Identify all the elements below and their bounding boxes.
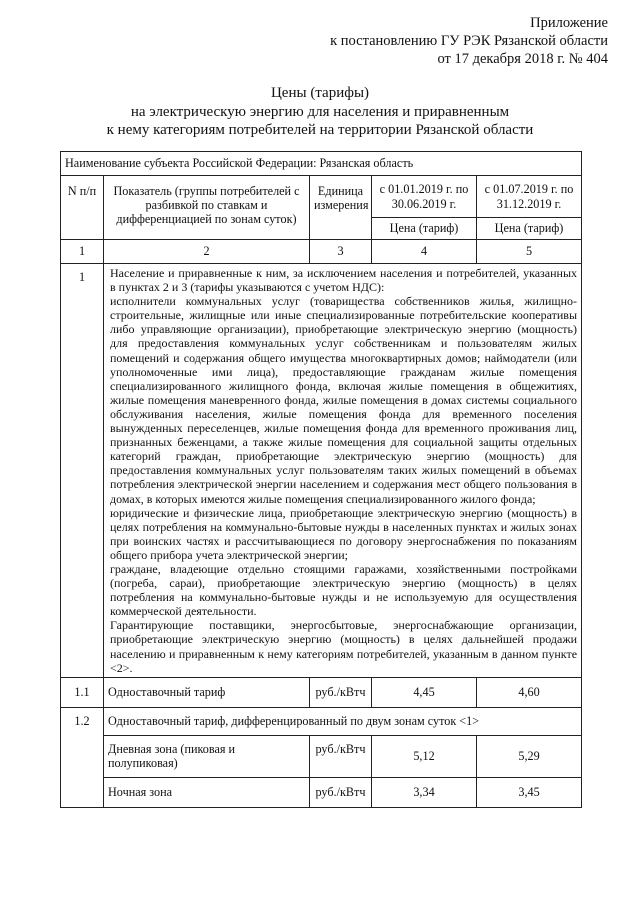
subject-name-cell: Наименование субъекта Российской Федерации: Рязанская область [61, 152, 582, 176]
zone-value-1: 3,34 [372, 777, 477, 807]
section-1-2-name: Одноставочный тариф, дифференцированный по двум зонам суток <1> [104, 707, 582, 735]
tariff-table [60, 151, 582, 808]
section-1-paragraph: юридические и физические лица, приобретающие электрическую энергию (мощность) в целях потребления на коммунально-бытовые нужды в населенных пунктах и жилых зонах при воинских частях и рассчитывающиеся по договору энергоснабжения по показаниям общего прибора учета электрической энергии; [110, 505, 578, 562]
zone-name: Ночная зона [104, 777, 310, 807]
appendix-line-1: Приложение [530, 15, 608, 31]
zone-value-2: 5,29 [477, 735, 582, 777]
row-unit: руб./кВтч [310, 677, 372, 707]
column-number: 3 [310, 240, 372, 264]
title-line-3: к нему категориям потребителей на территории Рязанской области [106, 122, 534, 138]
appendix-line-2: к постановлению ГУ РЭК Рязанской области [330, 33, 608, 49]
header-period-2: с 01.07.2019 г. по 31.12.2019 г. [477, 176, 582, 218]
section-1-paragraph: исполнители коммунальных услуг (товарищества собственников жилья, жилищно-строительные, жилищные или иные специализированные потребительские кооперативы либо управляющие организации), приобретающие электрическую энергию (мощность) для предоставления коммунальных услуг собственникам и пользователям жилых помещений и содержания общего имущества многоквартирных домов; наймодатели (или уполномоченные ими лица), предоставляющие гражданам жилые помещения специализированного жилищного фонда, включая жилые помещения в общежитиях, жилые помещения маневренного фонда, жилые помещения в домах системы социального обслуживания населения, жилые помещения фонда для временного поселения вынужденных переселенцев, жилые помещения фонда для временного проживания лиц, признанных беженцами, а также жилые помещения для социальной защиты отдельных категорий граждан, приобретающие электрическую энергию (мощность) для предоставления коммунальных услуг пользователям таких жилых помещений в объемах потребления электрической энергии населением и содержания мест общего пользования в домах, в которых имеются жилые помещения специализированного жилого фонда; [110, 294, 578, 506]
row-num: 1.1 [61, 677, 104, 707]
document-title [0, 84, 640, 140]
column-number: 1 [61, 240, 104, 264]
table-row [61, 677, 582, 707]
section-1-paragraph: Население и приравненные к ним, за исключением населения и потребителей, указанных в пунктах 2 и 3 (тарифы указываются с учетом НДС): [110, 266, 578, 295]
column-number: 5 [477, 240, 582, 264]
header-unit: Единица измерения [310, 176, 372, 240]
appendix-line-3: от 17 декабря 2018 г. № 404 [437, 51, 608, 67]
header-num: N п/п [61, 176, 104, 240]
row-value-1: 4,45 [372, 677, 477, 707]
section-1-paragraph: граждане, владеющие отдельно стоящими гаражами, хозяйственными постройками (погреба, сараи), приобретающие электрическую энергию (мощность) в целях потребления на коммунально-бытовые нужды и не используемую для осуществления коммерческой деятельности. [110, 561, 578, 619]
section-1-num: 1 [61, 264, 104, 678]
section-1-paragraph: Гарантирующие поставщики, энергосбытовые, энергоснабжающие организации, приобретающие электрическую энергию (мощность) в целях дальнейшей продажи населению и приравненным к нему категориям потребителей, указанным в данном пункте <2>. [110, 618, 578, 675]
title-line-2: на электрическую энергию для населения и приравненным [130, 103, 510, 120]
section-1-2-num: 1.2 [61, 707, 104, 807]
table-row [61, 735, 582, 777]
header-indicator: Показатель (группы потребителей с разбивкой по ставкам и дифференциацией по зонам суток) [104, 176, 310, 240]
row-name: Одноставочный тариф [104, 677, 310, 707]
section-1-description [104, 264, 582, 678]
zone-unit: руб./кВтч [310, 777, 372, 807]
table-row [61, 777, 582, 807]
zone-value-2: 3,45 [477, 777, 582, 807]
zone-name: Дневная зона (пиковая и полупиковая) [104, 735, 310, 777]
appendix-block [330, 14, 608, 68]
zone-value-1: 5,12 [372, 735, 477, 777]
column-number: 4 [372, 240, 477, 264]
header-price-2: Цена (тариф) [477, 218, 582, 240]
title-line-1: Цены (тарифы) [270, 85, 370, 101]
row-value-2: 4,60 [477, 677, 582, 707]
column-number: 2 [104, 240, 310, 264]
zone-unit: руб./кВтч [310, 735, 372, 777]
header-price-1: Цена (тариф) [372, 218, 477, 240]
header-period-1: с 01.01.2019 г. по 30.06.2019 г. [372, 176, 477, 218]
